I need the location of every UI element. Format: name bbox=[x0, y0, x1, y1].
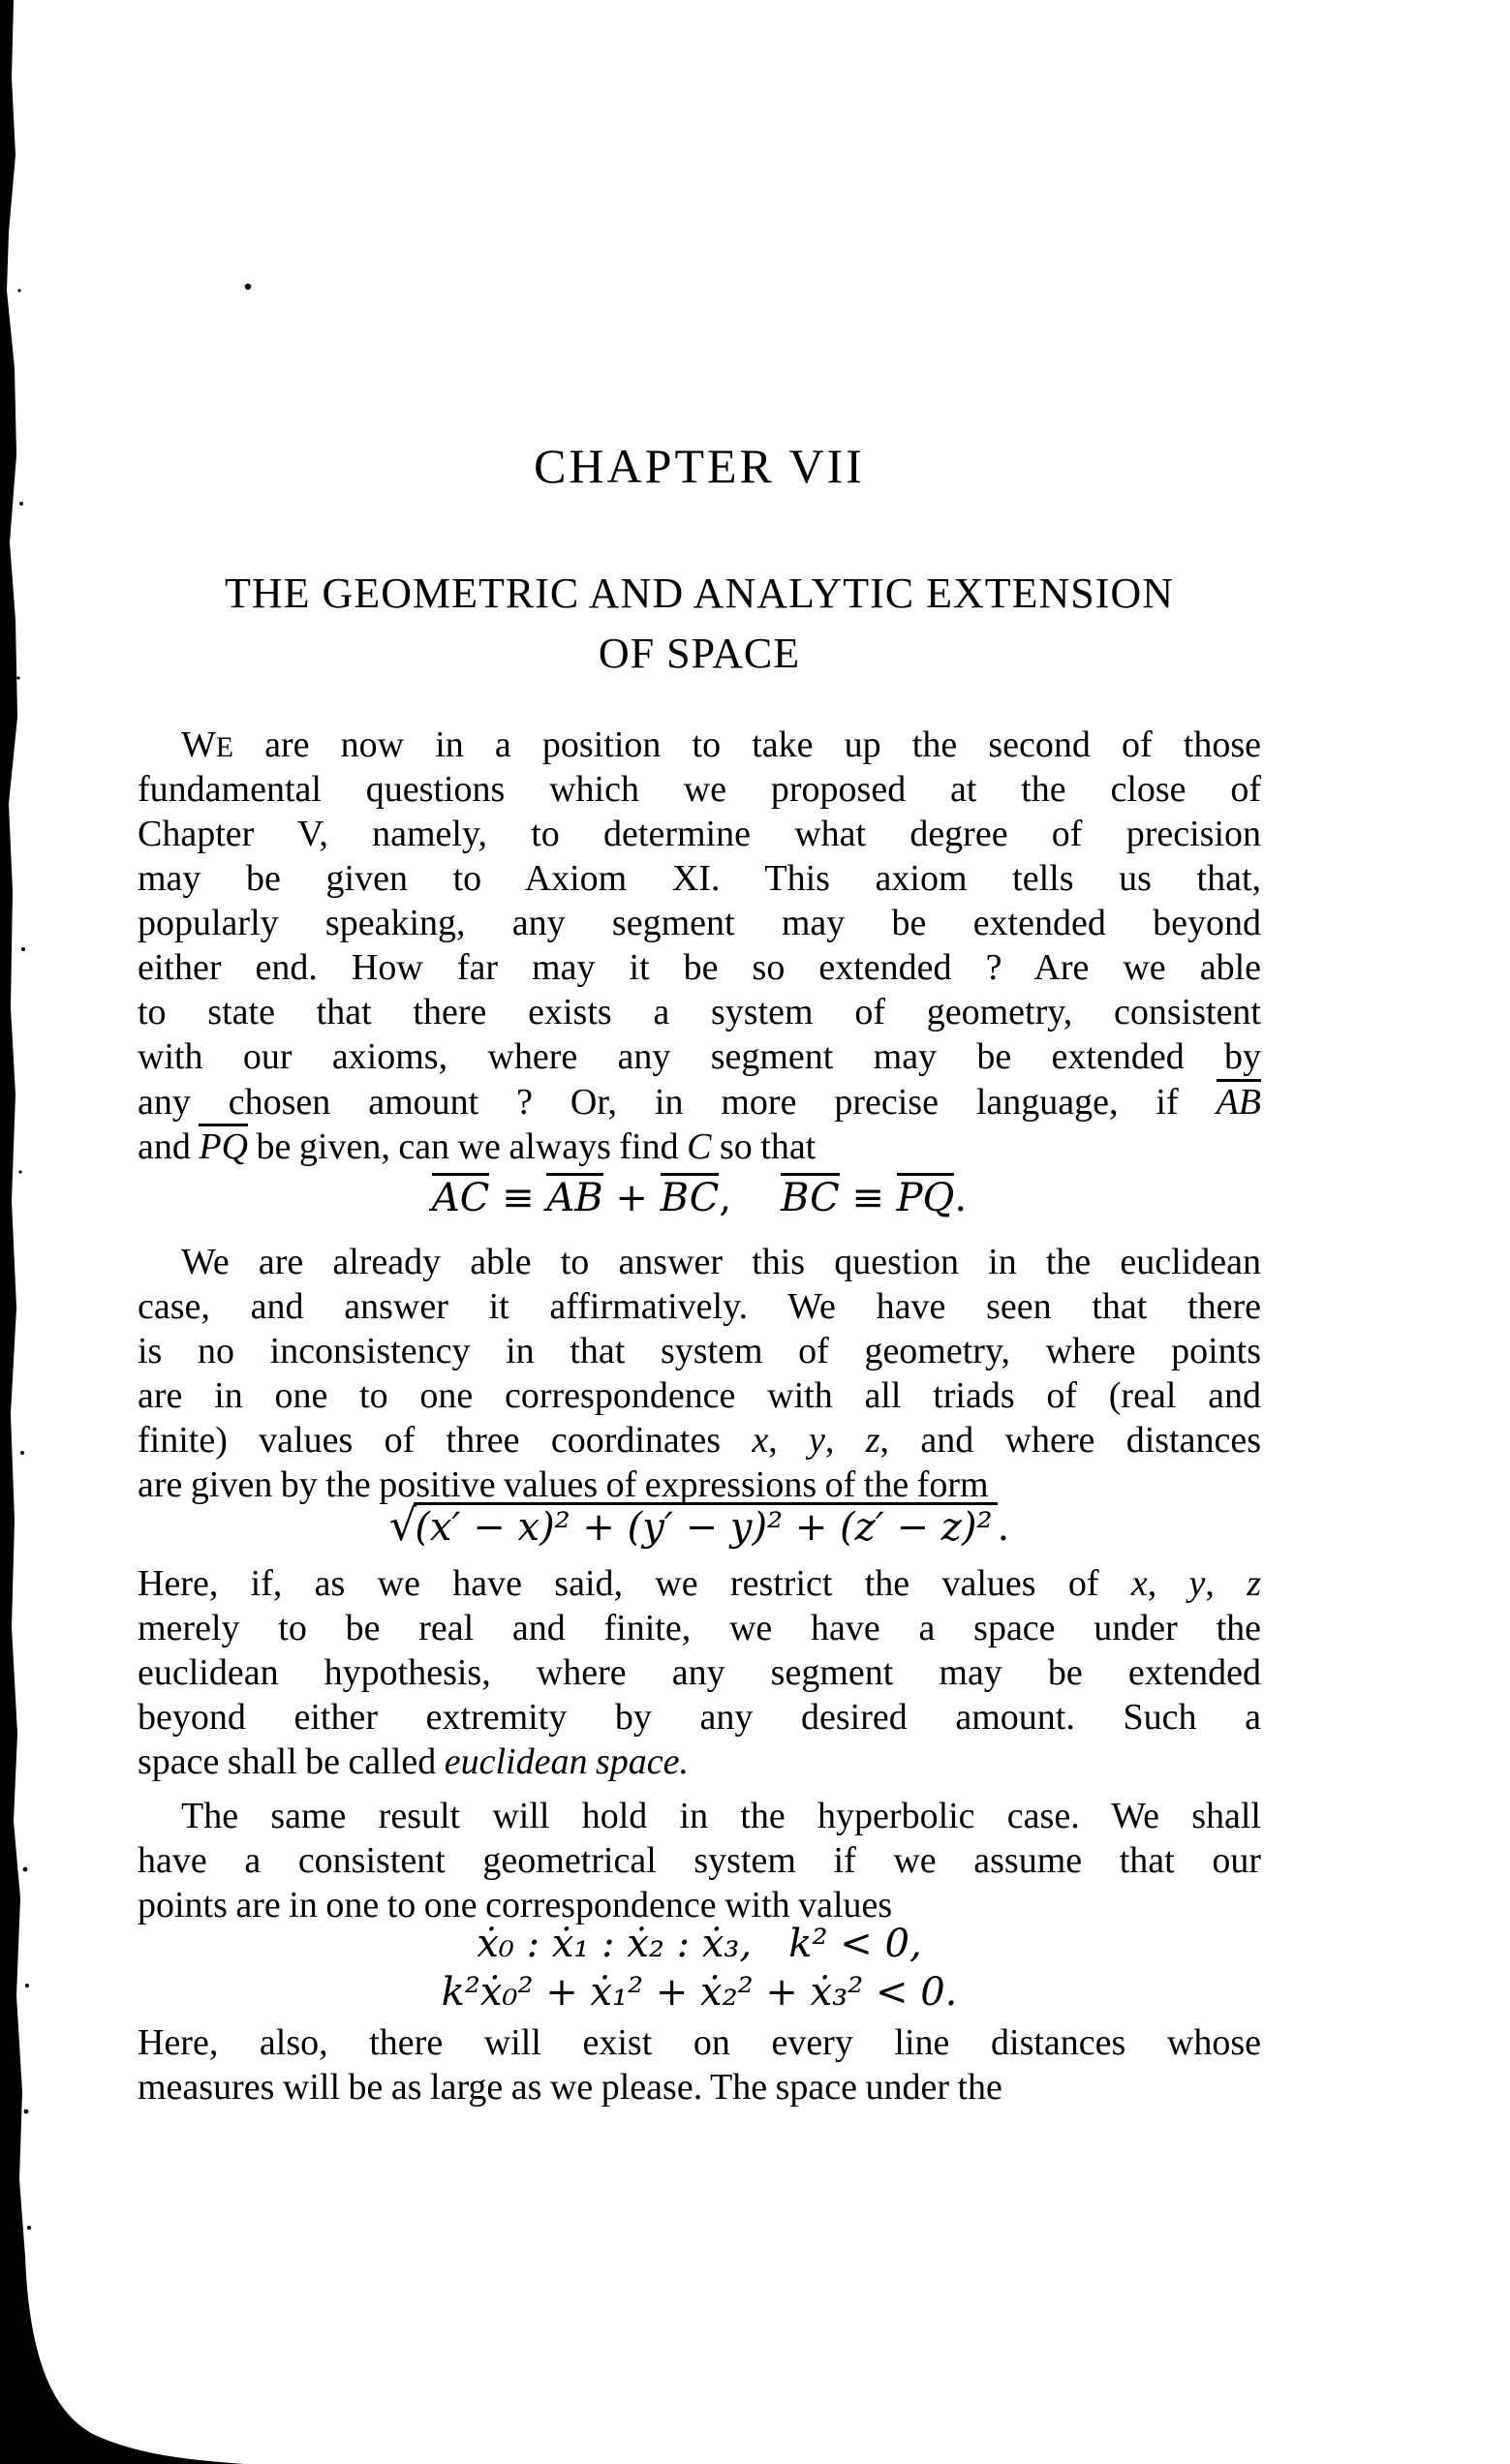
paragraph-2 bbox=[138, 1240, 1261, 1507]
text-segment: space shall be called bbox=[138, 1741, 445, 1782]
styled-text-segment: euclidean space. bbox=[444, 1741, 689, 1782]
text-line bbox=[138, 1034, 1261, 1079]
text-segment: . bbox=[954, 1176, 968, 1220]
text-segment: popularly speaking, any segment may be extended beyond bbox=[138, 903, 1261, 943]
text-segment: . bbox=[997, 1505, 1010, 1550]
text-segment: , and where distances bbox=[879, 1420, 1261, 1461]
text-segment: to state that there exists a system of geometry, consistent bbox=[138, 992, 1261, 1032]
text-line bbox=[138, 1079, 1261, 1124]
text-segment: , bbox=[824, 1420, 866, 1461]
text-segment: are given by the positive values of expressions of the form bbox=[138, 1464, 989, 1505]
paragraph-3 bbox=[138, 1561, 1261, 1784]
text-line bbox=[138, 1650, 1261, 1695]
text-segment: Here, if, as we have said, we restrict the values of bbox=[138, 1563, 1131, 1604]
text-segment: , bbox=[768, 1420, 810, 1461]
styled-text-segment: PQ bbox=[897, 1173, 955, 1218]
text-segment: , bbox=[1147, 1563, 1189, 1604]
text-line bbox=[138, 1838, 1261, 1883]
display-formula-coordinates bbox=[138, 1918, 1261, 1970]
styled-text-segment: BC bbox=[781, 1173, 840, 1218]
styled-text-segment: AB bbox=[546, 1173, 602, 1218]
text-line bbox=[138, 1695, 1261, 1740]
text-segment: ≡ bbox=[839, 1176, 897, 1220]
text-segment: any chosen amount ? Or, in more precise language, if bbox=[138, 1082, 1217, 1123]
section-title-line-1: THE GEOMETRIC AND ANALYTIC EXTENSION bbox=[225, 570, 1174, 617]
text-segment: euclidean hypothesis, where any segment may be extended bbox=[138, 1652, 1261, 1693]
text-segment: merely to be real and finite, we have a space under the bbox=[138, 1608, 1261, 1648]
chapter-heading: CHAPTER VII bbox=[534, 439, 865, 493]
text-line bbox=[138, 1240, 1261, 1284]
text-segment: Chapter V, namely, to determine what degree of precision bbox=[138, 814, 1261, 854]
text-segment: case, and answer it affirmatively. We have seen that there bbox=[138, 1286, 1261, 1327]
styled-text-segment: z bbox=[1247, 1563, 1261, 1604]
text-line bbox=[138, 1284, 1261, 1329]
text-segment: We are already able to answer this question in the euclidean bbox=[181, 1242, 1261, 1282]
text-segment: have a consistent geometrical system if we assume that our bbox=[138, 1840, 1261, 1881]
styled-text-segment: (x′ − x)² + (y′ − y)² + (z′ − z)² bbox=[414, 1502, 997, 1550]
styled-text-segment: x bbox=[752, 1420, 769, 1461]
text-line bbox=[138, 1606, 1261, 1650]
styled-text-segment: x bbox=[1130, 1563, 1148, 1604]
text-line bbox=[138, 856, 1261, 901]
styled-text-segment: y bbox=[809, 1420, 825, 1461]
text-segment: W bbox=[181, 724, 216, 765]
text-segment: may be given to Axiom XI. This axiom tells us that, bbox=[138, 858, 1261, 899]
paragraph-1 bbox=[138, 723, 1261, 1168]
text-line bbox=[138, 812, 1261, 856]
text-segment: beyond either extremity by any desired amount. Such a bbox=[138, 1697, 1261, 1738]
styled-text-segment: AB bbox=[1217, 1079, 1261, 1123]
text-segment: either end. How far may it be so extended ? Are we able bbox=[138, 947, 1261, 988]
text-line bbox=[138, 1373, 1261, 1418]
text-line bbox=[138, 901, 1261, 945]
styled-text-segment: √ bbox=[388, 1499, 417, 1551]
styled-text-segment: ẋ₀ : ẋ₁ : ẋ₂ : ẋ₃, k² < 0, bbox=[477, 1922, 922, 1966]
text-line bbox=[138, 2020, 1261, 2065]
text-line bbox=[138, 1329, 1261, 1373]
paragraph-5 bbox=[138, 2020, 1261, 2110]
styled-text-segment: z bbox=[865, 1420, 880, 1461]
text-line bbox=[138, 723, 1261, 767]
styled-text-segment: k²ẋ₀² + ẋ₁² + ẋ₂² + ẋ₃² < 0. bbox=[441, 1970, 958, 2015]
styled-text-segment: C bbox=[687, 1126, 712, 1167]
text-segment: Here, also, there will exist on every line distances whose bbox=[138, 2022, 1261, 2063]
text-segment: and bbox=[138, 1126, 200, 1167]
paragraph-4 bbox=[138, 1794, 1261, 1927]
display-formula-quadratic-inequality bbox=[138, 1966, 1261, 2018]
text-segment: , bbox=[719, 1176, 781, 1220]
text-segment: The same result will hold in the hyperbolic case. We shall bbox=[181, 1796, 1261, 1836]
ink-speck bbox=[245, 284, 251, 290]
text-segment: is no inconsistency in that system of geometry, where points bbox=[138, 1331, 1261, 1371]
styled-text-segment: E bbox=[215, 732, 233, 763]
text-segment: are now in a position to take up the second of those bbox=[232, 724, 1261, 765]
text-segment: points are in one to one correspondence with values bbox=[138, 1885, 893, 1925]
section-title-line-2: OF SPACE bbox=[598, 630, 801, 677]
display-formula-segment-congruence bbox=[138, 1172, 1261, 1224]
text-line bbox=[138, 990, 1261, 1034]
text-line bbox=[138, 767, 1261, 812]
text-segment: be given, can we always find bbox=[248, 1126, 688, 1167]
text-line bbox=[138, 1794, 1261, 1838]
text-line bbox=[138, 1740, 1261, 1784]
text-segment: so that bbox=[711, 1126, 817, 1167]
styled-text-segment: AC bbox=[432, 1173, 490, 1218]
text-line bbox=[138, 1418, 1261, 1463]
text-segment: + bbox=[602, 1176, 661, 1220]
text-segment: fundamental questions which we proposed at the close of bbox=[138, 769, 1261, 810]
text-line bbox=[138, 1561, 1261, 1606]
section-title bbox=[99, 564, 1300, 684]
display-formula-distance-radical bbox=[138, 1499, 1261, 1554]
text-segment: , bbox=[1205, 1563, 1248, 1604]
styled-text-segment: BC bbox=[661, 1173, 720, 1218]
styled-text-segment: PQ bbox=[199, 1124, 248, 1167]
text-segment: ≡ bbox=[489, 1176, 547, 1220]
text-line bbox=[138, 945, 1261, 990]
text-segment: with our axioms, where any segment may be extended by bbox=[138, 1036, 1261, 1077]
styled-text-segment: y bbox=[1188, 1563, 1206, 1604]
text-segment: finite) values of three coordinates bbox=[138, 1420, 753, 1461]
text-line bbox=[138, 2065, 1261, 2110]
text-segment: measures will be as large as we please. The space under the bbox=[138, 2067, 1002, 2108]
text-segment: are in one to one correspondence with all triads of (real and bbox=[138, 1375, 1261, 1416]
text-line bbox=[138, 1124, 1261, 1168]
